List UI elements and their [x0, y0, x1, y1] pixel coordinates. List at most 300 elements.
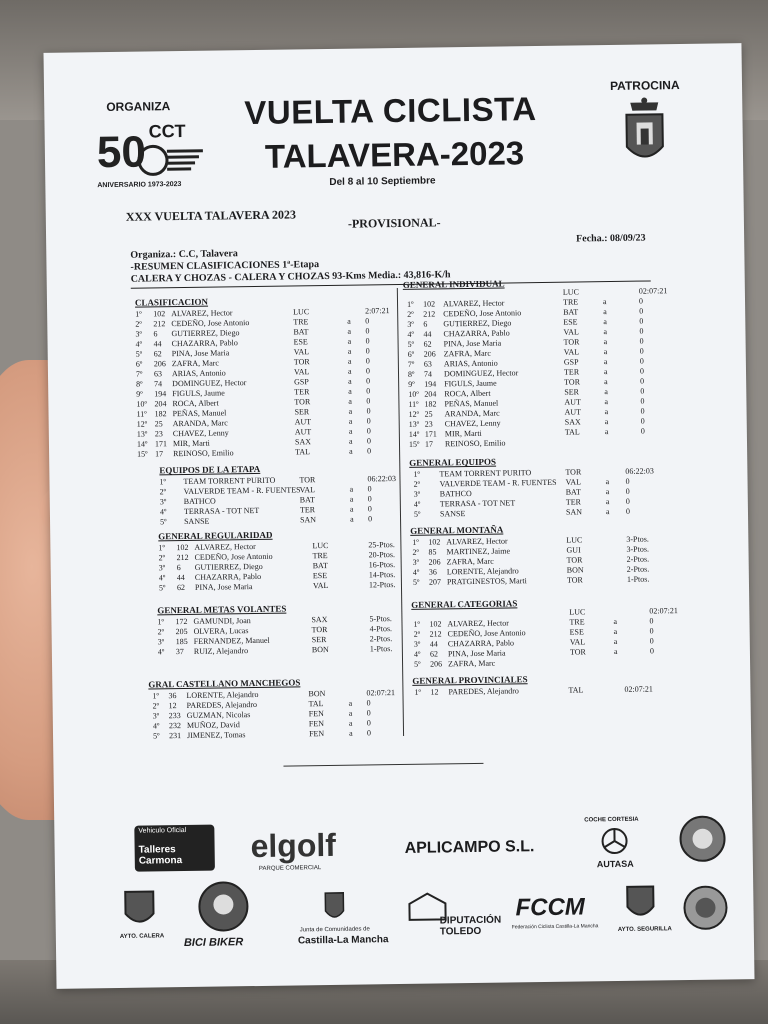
dorsal: 74 — [154, 379, 163, 389]
time-value: 0 — [639, 316, 644, 326]
team-code: SAX — [294, 437, 312, 447]
time-value: 0 — [367, 484, 372, 494]
rank: 1º — [152, 691, 160, 701]
rank: 3º — [413, 639, 421, 649]
rider-name: PINA, Jose Maria — [171, 348, 230, 359]
rider-name: PEÑAS, Manuel — [172, 408, 227, 419]
rider-name: ALVAREZ, Hector — [447, 618, 509, 629]
skull-badge-icon — [193, 880, 254, 935]
rank: 6º — [407, 349, 415, 359]
rider-name: PEÑAS, Manuel — [444, 398, 499, 409]
summary-line: -RESUMEN CLASIFICACIONES 1ª-Etapa — [130, 259, 320, 273]
gap-marker: a — [348, 718, 353, 728]
dorsal: 12 — [168, 701, 177, 711]
time-value: 0 — [366, 396, 371, 406]
wheel-wing-icon — [133, 143, 205, 178]
time-value: 0 — [366, 376, 371, 386]
rank: 4º — [412, 567, 420, 577]
time-value: 0 — [640, 376, 645, 386]
dorsal: 206 — [153, 359, 166, 369]
time-value: 0 — [649, 626, 654, 636]
rank: 1º — [413, 619, 421, 629]
rank: 11º — [136, 409, 147, 419]
dorsal: 12 — [430, 687, 439, 697]
team-code: SAN — [299, 515, 317, 525]
team-code: ESE — [312, 571, 328, 581]
time-value: 0 — [639, 366, 645, 376]
team-code: VAL — [312, 580, 329, 591]
team-code: LUC — [566, 535, 583, 545]
rank: 4º — [135, 339, 143, 349]
dorsal: 206 — [430, 659, 443, 669]
rank: 13º — [136, 429, 148, 439]
time-value: 0 — [640, 396, 645, 406]
rider-name: PAREDES, Alejandro — [186, 700, 258, 710]
dorsal: 207 — [428, 577, 441, 587]
gap-marker: a — [349, 494, 354, 504]
gap-marker: a — [347, 316, 351, 326]
dorsal: 17 — [424, 439, 434, 449]
rider-name: ZAFRA, Marc — [443, 348, 491, 359]
rider-name: PAREDES, Alejandro — [448, 686, 519, 697]
team-code: TAL — [295, 447, 311, 457]
gap-marker: a — [605, 497, 610, 507]
rider-name: PINA, Jose Maria — [443, 338, 502, 349]
dorsal: 25 — [424, 409, 433, 419]
team-code: TOR — [299, 475, 316, 485]
gap-marker: a — [603, 347, 608, 357]
gap-marker: a — [602, 297, 607, 307]
rank: 14º — [136, 439, 148, 449]
rank: 13º — [408, 419, 420, 429]
team-code: TAL — [568, 685, 584, 695]
section-title-montana: GENERAL MONTAÑA — [410, 524, 504, 536]
rank: 1º — [412, 537, 419, 547]
time-value: 02:07:21 — [638, 286, 668, 296]
team-code: VAL — [563, 327, 579, 337]
time-value: 2-Ptos. — [626, 554, 650, 564]
dorsal: 171 — [154, 439, 168, 449]
dorsal: 102 — [153, 309, 166, 319]
rider-name: CEDEÑO, Jose Antonio — [194, 551, 273, 562]
time-value: 2-Ptos. — [369, 634, 393, 644]
rank: 2º — [412, 547, 420, 557]
dorsal: 6 — [423, 319, 428, 329]
rider-name: TERRASA - TOT NET — [183, 505, 260, 517]
time-value: 0 — [640, 386, 645, 396]
rank: 9º — [136, 389, 143, 399]
dorsal: 44 — [423, 329, 432, 339]
rider-name: ARANDA, Marc — [172, 418, 228, 429]
junta-label: Junta de Comunidades de — [299, 926, 370, 934]
rider-name: ROCA, Albert — [172, 398, 219, 409]
gap-marker: a — [348, 406, 353, 416]
rank: 14º — [408, 429, 420, 439]
vehiculo-oficial-text: Vehiculo Oficial — [138, 827, 187, 835]
team-code: TOR — [566, 575, 583, 585]
rider-name: PINA, Jose Maria — [194, 582, 253, 592]
rank: 2º — [157, 627, 165, 637]
team-code: TER — [563, 367, 580, 377]
rider-name: CHAZARRA, Pablo — [443, 328, 510, 339]
rank: 1º — [159, 477, 167, 487]
rank: 12º — [408, 409, 420, 419]
rank: 5º — [413, 509, 421, 519]
team-code: LUC — [569, 607, 586, 617]
time-value: 06:22:03 — [367, 474, 396, 484]
section-title-regularidad: GENERAL REGULARIDAD — [158, 529, 273, 542]
cct-text: CCT — [148, 120, 186, 142]
dorsal: 23 — [154, 429, 163, 439]
gap-marker: a — [604, 417, 609, 427]
gap-marker: a — [348, 386, 352, 396]
rank: 2º — [413, 479, 421, 489]
rider-name: VALVERDE TEAM - R. FUENTES — [439, 477, 557, 489]
results-sheet — [43, 43, 754, 989]
gap-marker: a — [605, 477, 610, 487]
rider-name: DOMINGUEZ, Hector — [172, 378, 247, 389]
rider-name: CHAZARRA, Pablo — [447, 638, 515, 649]
team-code: GSP — [563, 357, 579, 367]
rank: 4º — [413, 649, 421, 659]
team-code: SER — [564, 387, 580, 397]
time-value: 3-Ptos. — [626, 544, 650, 554]
time-value: 0 — [367, 514, 373, 524]
rank: 10º — [136, 399, 147, 409]
rank: 4º — [157, 647, 165, 657]
rider-name: TEAM TORRENT PURITO — [183, 475, 276, 487]
rank: 7º — [407, 359, 415, 369]
rider-name: BATHCO — [439, 488, 472, 499]
team-code: GUI — [566, 545, 581, 555]
time-value: 0 — [366, 426, 371, 436]
dorsal: 206 — [423, 349, 436, 359]
time-value: 0 — [365, 316, 370, 326]
time-value: 3-Ptos. — [626, 534, 649, 544]
rider-name: CHAZARRA, Pablo — [171, 338, 238, 349]
dorsal: 74 — [423, 369, 433, 379]
dorsal: 102 — [422, 299, 436, 309]
rank: 12º — [136, 419, 148, 429]
dorsal: 37 — [175, 647, 184, 657]
rank: 1º — [414, 687, 422, 697]
dorsal: 204 — [424, 389, 437, 399]
talleres-carmona-logo — [134, 825, 215, 872]
sponsors-area — [74, 813, 726, 972]
rank: 2º — [158, 553, 166, 563]
dorsal: 212 — [176, 552, 189, 563]
time-value: 0 — [639, 336, 644, 346]
time-value: 16-Ptos. — [368, 560, 396, 570]
rider-name: ALVAREZ, Hector — [171, 308, 233, 319]
provisional-label: -PROVISIONAL- — [347, 215, 441, 231]
dorsal: 44 — [176, 572, 185, 583]
rank: 4º — [413, 499, 421, 509]
cct-50-mark: 50 — [96, 127, 147, 178]
dorsal: 232 — [168, 721, 181, 731]
time-value: 0 — [639, 356, 644, 366]
rider-name: CHAVEZ, Lenny — [172, 428, 229, 439]
time-value: 0 — [365, 336, 370, 346]
section-title-categorias: GENERAL CATEGORIAS — [411, 598, 518, 610]
rank: 2º — [152, 701, 160, 711]
rider-name: REINOSO, Emilio — [173, 448, 234, 459]
dorsal: 204 — [154, 399, 167, 409]
rider-name: GUZMAN, Nicolas — [186, 710, 251, 720]
rider-name: ARANDA, Marc — [444, 408, 500, 419]
dorsal: 185 — [175, 636, 188, 647]
time-value: 14-Ptos. — [368, 570, 396, 580]
time-value: 02:07:21 — [624, 684, 653, 694]
title-line-2: TALAVERA-2023 — [264, 134, 525, 175]
rider-name: MUÑOZ, David — [186, 720, 240, 730]
gap-marker: a — [347, 326, 352, 336]
rank: 9º — [408, 379, 415, 389]
gap-marker: a — [348, 396, 353, 406]
team-code: FEN — [308, 719, 325, 729]
rider-name: ZAFRA, Marc — [446, 556, 494, 567]
time-value: 2-Ptos. — [626, 564, 650, 574]
team-code: TER — [565, 497, 581, 507]
gap-marker: a — [348, 436, 353, 446]
team-code: LUC — [562, 287, 579, 297]
title-line-1: VUELTA CICLISTA — [244, 90, 537, 132]
section-title-equipos: GENERAL EQUIPOS — [409, 456, 497, 468]
gap-marker: a — [349, 446, 353, 456]
time-value: 0 — [649, 636, 654, 646]
talleres-text: Talleres Carmona — [138, 844, 183, 867]
mercedes-star-icon — [600, 827, 628, 855]
time-value: 0 — [365, 356, 370, 366]
rank: 5º — [159, 517, 167, 527]
calera-crest-icon — [123, 885, 156, 929]
time-value: 0 — [640, 426, 645, 436]
rider-name: PRATGINESTOS, Marti — [446, 576, 527, 587]
rank: 3º — [412, 557, 420, 567]
gap-marker: a — [613, 636, 618, 647]
dorsal: 212 — [429, 629, 442, 639]
rank: 3º — [413, 489, 421, 499]
section-title-manchegos: GRAL CASTELLANO MANCHEGOS — [148, 677, 301, 690]
rank: 3º — [159, 497, 167, 507]
rider-name: ZAFRA, Marc — [448, 658, 496, 669]
time-value: 0 — [366, 728, 372, 738]
rank: 5º — [414, 659, 421, 669]
organizer-line: Organiza.: C.C, Talavera — [130, 248, 238, 261]
rider-name: GUTIERREZ, Diego — [194, 561, 263, 572]
team-code: BAT — [299, 495, 315, 505]
team-code: VAL — [293, 347, 310, 357]
team-code: ESE — [293, 337, 308, 347]
time-value: 0 — [649, 616, 654, 626]
gap-marker: a — [603, 357, 608, 367]
gap-marker: a — [347, 336, 352, 346]
gap-marker: a — [347, 346, 352, 356]
footer-rule — [283, 763, 483, 767]
gap-marker: a — [613, 626, 618, 637]
dorsal: 63 — [423, 359, 432, 369]
team-code: TOR — [565, 467, 582, 477]
cct-logo — [96, 117, 207, 199]
gap-marker: a — [349, 504, 354, 514]
time-value: 0 — [625, 476, 630, 486]
time-value: 0 — [639, 326, 644, 336]
time-value: 0 — [640, 406, 645, 416]
time-value: 0 — [640, 416, 645, 426]
rank: 15º — [408, 439, 420, 449]
rider-name: REINOSO, Emilio — [444, 438, 506, 449]
dorsal: 63 — [153, 369, 163, 379]
rank: 3º — [158, 563, 166, 573]
team-code: VAL — [563, 347, 580, 357]
rider-name: ARIAS, Antonio — [171, 368, 226, 379]
gap-marker: a — [604, 387, 608, 397]
rank: 7º — [135, 369, 143, 379]
dorsal: 102 — [429, 619, 442, 629]
dorsal: 36 — [168, 691, 177, 701]
team-code: BAT — [312, 560, 328, 571]
dorsal: 44 — [429, 639, 438, 649]
gap-marker: a — [349, 484, 354, 494]
time-value: 25-Ptos. — [368, 540, 395, 550]
team-code: TRE — [562, 297, 579, 307]
team-code: SER — [311, 635, 327, 645]
team-code: AUT — [294, 427, 312, 437]
rider-name: OLVERA, Lucas — [193, 626, 249, 636]
team-code: TOR — [563, 337, 580, 347]
ayto-segurilla-label: AYTO. SEGURILLA — [617, 926, 672, 933]
rider-name: JIMENEZ, Tomas — [186, 730, 246, 740]
gap-marker: a — [348, 416, 353, 426]
rank: 5º — [152, 731, 160, 741]
gap-marker: a — [604, 407, 609, 417]
time-value: 0 — [366, 436, 372, 446]
time-value: 02:07:21 — [649, 606, 678, 616]
time-value: 0 — [638, 296, 644, 306]
rider-name: BATHCO — [183, 496, 216, 507]
time-value: 1-Ptos. — [626, 574, 650, 584]
rider-name: LORENTE, Alejandro — [186, 689, 259, 700]
rider-name: SANSE — [183, 516, 210, 527]
time-value: 0 — [366, 416, 371, 426]
rider-name: PINA, Jose Maria — [447, 648, 506, 659]
castilla-label: Castilla-La Mancha — [297, 934, 389, 947]
dorsal: 62 — [429, 649, 438, 659]
team-code: AUT — [564, 407, 582, 417]
rank: 4º — [159, 507, 167, 517]
team-code: BON — [566, 565, 584, 575]
dorsal: 17 — [155, 449, 164, 459]
team-code: LUC — [293, 307, 310, 317]
team-code: AUT — [564, 397, 581, 407]
event-dates: Del 8 al 10 Septiembre — [329, 175, 436, 188]
gap-marker: a — [605, 487, 610, 497]
fccm-logo: FCCM — [515, 893, 585, 922]
time-value: 0 — [367, 446, 372, 456]
rank: 6º — [135, 359, 143, 369]
aplicampo-logo: APLICAMPO S.L. — [404, 838, 535, 857]
time-value: 0 — [367, 494, 372, 504]
rider-name: CHAVEZ, Lenny — [444, 418, 501, 429]
rank: 4º — [158, 573, 166, 583]
time-value: 0 — [366, 406, 371, 416]
ayto-calera-label: AYTO. CALERA — [119, 933, 165, 940]
rider-name: DOMINGUEZ, Hector — [443, 368, 519, 379]
rank: 8º — [136, 379, 143, 389]
rider-name: ALVAREZ, Hector — [442, 298, 505, 309]
dorsal: 6 — [153, 329, 158, 339]
team-code: TER — [294, 387, 310, 397]
organiza-label: ORGANIZA — [106, 99, 171, 115]
team-code: TOR — [311, 625, 328, 635]
rider-name: CEDEÑO, Jose Antonio — [171, 318, 250, 329]
elgolf-logo: elgolf — [250, 826, 337, 865]
gap-marker: a — [603, 367, 608, 377]
edition-title: XXX VUELTA TALAVERA 2023 — [125, 207, 297, 224]
team-code: TRE — [569, 617, 585, 627]
rider-name: MIR, Marti — [444, 428, 482, 439]
gap-marker: a — [603, 317, 607, 327]
rider-name: GUTIERREZ, Diego — [171, 328, 240, 339]
dorsal: 172 — [175, 616, 188, 627]
dorsal: 182 — [154, 409, 167, 419]
time-value: 0 — [625, 496, 630, 506]
dorsal: 102 — [176, 542, 189, 553]
dorsal: 231 — [168, 731, 182, 741]
dorsal: 212 — [153, 319, 166, 329]
rider-name: TEAM TORRENT PURITO — [439, 468, 532, 479]
rider-name: ARIAS, Antonio — [443, 358, 498, 369]
rank: 11º — [408, 399, 419, 409]
team-code: BAT — [565, 487, 581, 497]
rider-name: TERRASA - TOT NET — [439, 498, 516, 509]
rider-name: ALVAREZ, Hector — [446, 536, 508, 547]
rider-name: GAMUNDI, Joan — [193, 616, 251, 626]
rank: 3º — [135, 329, 142, 339]
rider-name: MARTINEZ, Jaime — [446, 546, 511, 557]
fccm-subtitle: Federación Ciclista Castilla-La Mancha — [511, 923, 599, 931]
elgolf-subtitle: PARQUE COMERCIAL — [258, 865, 322, 872]
time-value: 0 — [365, 326, 370, 336]
section-title-individual: GENERAL INDIVIDUAL — [402, 278, 505, 290]
time-value: 02:07:21 — [366, 688, 395, 698]
team-code: TOR — [564, 377, 581, 387]
club-badge-icon — [674, 813, 731, 864]
time-value: 0 — [367, 504, 372, 514]
dorsal: 212 — [423, 309, 436, 319]
team-code: SAX — [564, 417, 581, 427]
time-value: 0 — [366, 698, 371, 708]
dorsal: 44 — [153, 339, 162, 349]
team-code: BON — [308, 689, 326, 699]
rank: 5º — [407, 339, 415, 349]
team-code: AUT — [294, 417, 312, 427]
rider-name: SANSE — [439, 509, 466, 519]
team-code: TAL — [308, 699, 324, 709]
dorsal: 62 — [423, 339, 432, 349]
rank: 2º — [407, 309, 414, 319]
dorsal: 182 — [424, 399, 437, 409]
rank: 5º — [135, 349, 143, 359]
rider-name: ROCA, Albert — [444, 388, 491, 399]
segurilla-crest-icon — [625, 880, 656, 922]
dorsal: 36 — [428, 567, 437, 577]
dorsal: 25 — [154, 419, 163, 429]
rank: 1º — [406, 299, 414, 309]
dorsal: 102 — [428, 537, 441, 547]
team-code: TER — [299, 505, 316, 515]
team-code: TRE — [293, 317, 309, 327]
